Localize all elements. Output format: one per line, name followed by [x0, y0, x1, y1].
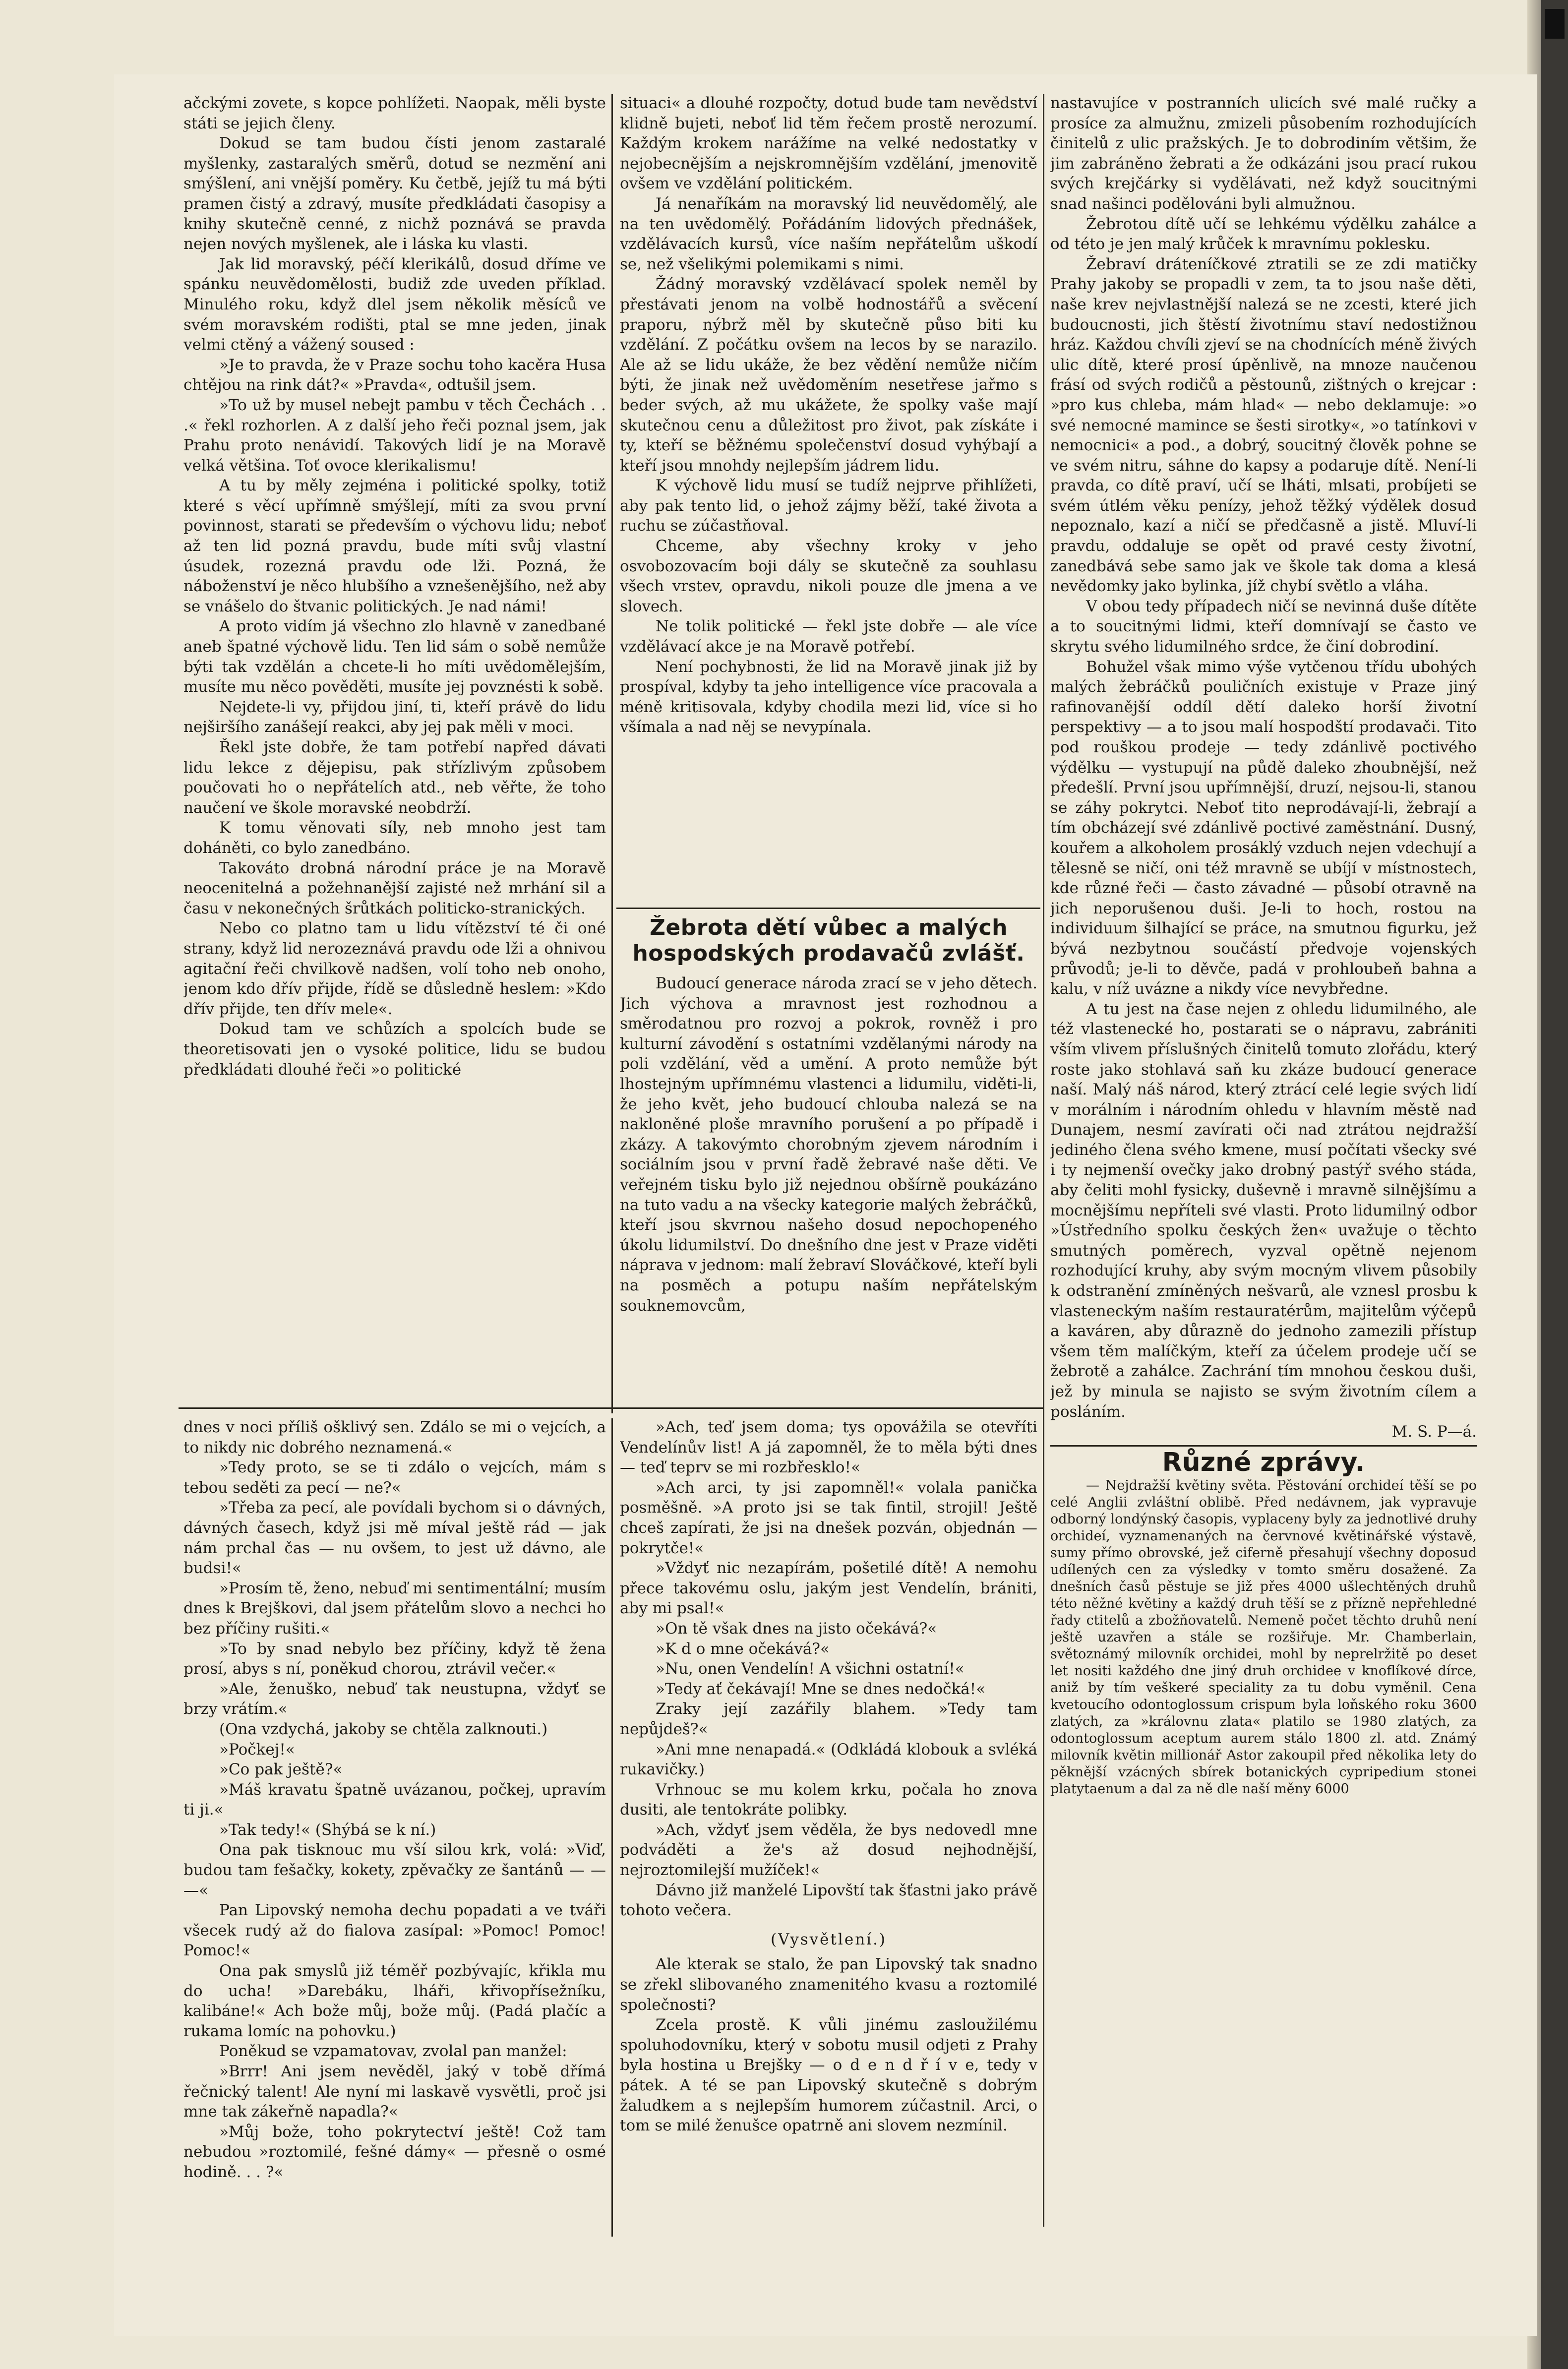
paragraph: Já nenaříkám na moravský lid neuvědomělý, ale na ten uvědomělý. Pořádáním lidových přednášek, vzdělávacích kursů, více naším nepřátelům uškodí se, než všelikými polemikami s nimi.: [620, 194, 1037, 273]
paragraph: »Můj bože, toho pokrytectví ještě! Což tam nebudou »roztomilé, fešné dámy« — přesně o osmé hodině. . . ?«: [183, 2123, 606, 2181]
paragraph: Takováto drobná národní práce je na Moravě neocenitelná a požehnanější zajisté než mrhání sil a času v nekonečných šrůtkách politicko-stranických.: [183, 859, 606, 917]
signature: M. S. P—á.: [1391, 1423, 1477, 1441]
paragraph: Jak lid moravský, péčí klerikálů, dosud dříme ve spánku neuvědomělosti, budiž zde uveden příklad. Minulého roku, když dlel jsem několik měsíců ve svém moravském rodišti, ptal se mne jeden, jinak velmi ctěný a vážený soused :: [183, 255, 606, 354]
paragraph: »Máš kravatu špatně uvázanou, počkej, upravím ti ji.«: [183, 1780, 606, 1819]
paragraph: Dokud se tam budou čísti jenom zastaralé myšlenky, zastaralých směrů, dotud se nezmění ani smýšlení, ani vnější poměry. Ku četbě, jejíž tu má býti pramen čistý a zdravý, musíte předkládati časopisy a knihy skutečně cenné, z nichž poznává se pravda nejen nových myšlenek, ale i láska ku vlasti.: [183, 134, 606, 253]
paragraph: Ona pak tisknouc mu vší silou krk, volá: »Viď, budou tam fešačky, kokety, zpěvačky ze šantánů — — —«: [183, 1841, 606, 1899]
paragraph: »Vždyť nic nezapírám, pošetilé dítě! A nemohu přece takovému oslu, jakým jest Vendelín, brániti, aby mi psal!«: [620, 1559, 1037, 1618]
paragraph: A tu by měly zejména i politické spolky, totiž které s věcí upřímně smýšlejí, míti za svou první povinnost, starati se především o výchovu lidu; neboť až ten lid pozná pravdu, bude míti svůj vlastní úsudek, rozezná pravdu ode lži. Pozná, že náboženství je něco hlubšího a vznešenějšího, než aby se vnášelo do štvanic politických. Je nad námi!: [183, 477, 606, 615]
horizontal-rule: [1050, 1445, 1477, 1447]
paragraph: Poněkud se vzpamatovav, zvolal pan manžel:: [219, 2042, 567, 2061]
paragraph: Bohužel však mimo výše vytčenou třídu ubohých malých žebráčků pouličních existuje v Praze jiný rafinovanější oddíl dětí daleko horší životní perspektivy — a to jsou malí hospodští prodavači. Tito pod rouškou prodeje — tedy zdánlivě poctivého výdělku — vystupují na půdě daleko zhoubnější, než předešlí. První jsou upřímnější, druzí, nejsou-li, stanou se záhy pokrytci. Neboť tito neprodávají-li, žebrají a tím obcházejí své zdánlivě poctivé zaměstnání. Dusný, kouřem a alkoholem prosáklý vzduch nejen vdechují a tělesně se ničí, oni též mravně se ubíjí v místnostech, kde různé řeči — často závadné — působí otravně na jich neporušenou duši. Je-li to hoch, rostou na individuum šilhající se práce, na smutnou figurku, jež bývá nezbytnou součástí předvoje vojenských průvodů; je-li to děvče, padá v prohloubeň bahna a kalu, v níž uvázne a nikdy více nevybředne.: [1050, 658, 1477, 998]
paragraph: Žebraví dráteníčkové ztratili se ze zdi matičky Prahy jakoby se propadli v zem, ta to jsou naše děti, naše krev nejvlastnější nalezá se ne zcesti, které jich budoucnosti, jich štěstí životnímu staví nedostižnou hráz. Každou chvíli zjeví se na chodnících méně živých ulic dítě, které prosí úpěnlivě, na mnoze naučenou frásí od svých rodičů a pěstounů, zištných o krejcar : »pro kus chleba, mám hlad« — nebo deklamuje: »o své nemocné mamince se šesti sirotky«, »o tatínkovi v nemocnici« a pod., a dobrý, soucitný člověk pohne se ve svém nitru, sáhne do kapsy a podaruje dítě. Není-li pravda, co dítě praví, učí se lháti, mlsati, probíjeti se svém útlém věku penízy, jehož těžký výdělek dosud nepoznalo, kazí a ničí se předčasně a jistě. Mluví-li pravdu, oddaluje se opět od pravé cesty životní, zanedbává sebe samo jak ve škole tak doma a klesá nevědomky jako bylinka, jíž chybí světlo a vláha.: [1050, 255, 1477, 596]
paragraph: »Ach, teď jsem doma; tys opovážila se otevříti Vendelínův list! A já zapomněl, že to měla býti dnes — teď teprv se mi rozbřesklo!«: [620, 1418, 1037, 1477]
scan-clip: [1545, 9, 1565, 39]
paragraph: Žebrotou dítě učí se lehkému výdělku zahálce a od této je jen malý krůček k mravnímu poklesku.: [1050, 215, 1477, 253]
paragraph: Budoucí generace národa zrací se v jeho dětech. Jich výchova a mravnost jest rozhodnou a směrodatnou pro rozvoj a pokrok, rovněž i pro kulturní závodění s ostatními vzdělanými národy na poli vzdělání, věd a umění. A proto nemůže být lhostejným upřímnému vlastenci a lidumilu, viděti-li, že jeho květ, jeho budoucí chlouba nalezá se na nakloněné ploše mravního porušení a po případě i zkázy. A takovýmto chorobným zjevem národním i sociálním jsou v první řadě žebravé naše děti. Ve veřejném tisku bylo již nejednou obšírně poukázáno na tuto vadu a na všecky kategorie malých žebráčků, kteří jsou skvrnou našeho dosud nepochopeného úkolu lidumilství. Do dnešního dne jest v Praze viděti náprava v jednom: malí žebraví Slováčkové, kteří byli na posměch a potupu naším nepřátelským souknemovcům,: [620, 974, 1037, 1315]
paragraph: ačckými zovete, s kopce pohlížeti. Naopak, měli byste státi se jejich členy.: [183, 94, 606, 132]
paragraph: Nebo co platno tam u lidu vítězství té či oné strany, když lid nerozeznává pravdu ode lži a ohnivou agitační řeči chvilkově nadšen, volí toho neb onoho, jenom kdo dřív přijde, řídě se důsledně heslem: »Kdo dřív přijde, ten dřív mele«.: [183, 919, 606, 1018]
paragraph: Vrhnouc se mu kolem krku, počala ho znova dusiti, ale tentokráte polibky.: [620, 1780, 1037, 1819]
horizontal-rule: [179, 1407, 1044, 1409]
paragraph: situaci« a dlouhé rozpočty, dotud bude tam nevědství klidně bujeti, neboť lid těm řečem prostě nerozumí. Každým krokem narážíme na velké nedostatky v nejobecnějším a nejskromnějším vzdělání, jmenovitě ovšem ve vzdělání politickém.: [620, 94, 1037, 193]
paragraph: »Je to pravda, že v Praze sochu toho kacěra Husa chtějou na rink dát?« »Pravda«, odtušil jsem.: [183, 356, 606, 394]
column-2-top: [620, 93, 1037, 904]
paragraph: »Ani mne nenapadá.« (Odkládá klobouk a svléká rukavičky.): [620, 1740, 1037, 1779]
paragraph: Ale kterak se stalo, že pan Lipovský tak snadno se zřekl slibovaného znamenitého kvasu a roztomilé společnosti?: [620, 1955, 1037, 2014]
paragraph: Dávno již manželé Lipovští tak šťastni jako právě tohoto večera.: [620, 1881, 1037, 1920]
paragraph: »Prosím tě, ženo, nebuď mi sentimentální; musím dnes k Brejškovi, dal jsem přátelům slovo a nechci ho bez příčiny rušiti.«: [183, 1579, 606, 1638]
paragraph: Zraky její zazářily blahem. »Tedy tam nepůjdeš?«: [620, 1700, 1037, 1738]
news-item: — Nejdražší květiny světa. Pěstování orchideí těší se po celé Anglii zvláštní oblibě. Před nedávnem, jak vypravuje odborný londýnský časopis, vyplaceny byly za jednotlivé druhy orchideí, vyznamenaných na červnové květinářské výstavě, sumy přímo obrovské, jež ciferně přesahují všechny doposud udílených cen za výsledky v tomto směru dosažené. Za dnešních časů pěstuje se již přes 4000 ušlechtěných druhů této něžné květiny a každý druh těší se z přízně nepřehledné řady ctitelů a zbožňovatelů. Nemeně počet těchto druhů není ještě uzavřen a stále se rozšiřuje. Mr. Chamberlain, světoznámý milovník orchidei, mohl by neprelržitě po deset let nositi každého dne jiný druh orchidee v knoflíkové dírce, aniž by tím veškeré speciality za tu dobu vyměnil. Cena kvetoucího odontoglossum crispum byla loňského roku 3600 zlatých, za »královnu zlata« platilo se 1980 zlatých, za odontoglossum aceptum aurem stálo 1800 zl. atd. Známý milovník květin millionář Astor zakoupil před několika lety do pěknější vzácných sbírek botanických cypripedium stonei platytaenum a dal za ně dle naší měny 6000: [1050, 1478, 1477, 1797]
paragraph: Ona pak smyslů již téměř pozbývajíc, křikla mu do ucha! »Darebáku, lháři, křivopřísežníku, kalibáne!« Ach bože můj, bože můj. (Padá plačíc a rukama lomíc na pohovku.): [183, 1962, 606, 2040]
paragraph: »Tedy proto, se se ti zdálo o vejcích, mám s tebou seděti za pecí — ne?«: [183, 1458, 606, 1497]
paragraph: V obou tedy případech ničí se nevinná duše dítěte a to soucitnými lidmi, kteří domnívají se často ve skrytu svého lidumilného srdce, že činí dobrodiní.: [1050, 597, 1477, 656]
paragraph: »Ale, ženuško, nebuď tak neustupna, vždyť se brzy vrátím.«: [183, 1680, 606, 1718]
paragraph: »Brrr! Ani jsem nevěděl, jaký v tobě dřímá řečnický talent! Ale nyní mi laskavě vysvětli, proč jsi mne tak zákeřně napadla?«: [183, 2063, 606, 2121]
column-2-bottom: [620, 1417, 1037, 2226]
column-rule: [611, 1418, 613, 2237]
paragraph: A proto vidím já všechno zlo hlavně v zanedbané aneb špatné výchově lidu. Ten lid sám o sobě nemůže býti tak vzdělán a chcete-li ho míti uvědomělejším, musíte mu něco pověděti, musíte jej povznésti k sobě.: [183, 617, 606, 696]
scan-edge: [1541, 0, 1568, 2369]
paragraph: Dokud tam ve schůzích a spolcích bude se theoretisovati jen o vysoké politice, lidu se budou předkládati dlouhé řeči »o politické: [183, 1020, 606, 1079]
section-heading: Různé zprávy.: [1162, 1447, 1365, 1477]
paragraph: Zcela prostě. K vůli jinému zasloužilému spoluhodovníku, který v sobotu musil odjeti z Prahy byla hostina u Brejšky — o d e n d ř í v e, tedy v pátek. A té se pan Lipovský skutečně s dobrým žaludkem a s nejlepším humorem zúčastnil. Arci, o tom se milé ženušce opatrně ani slovem nezmínil.: [620, 2016, 1037, 2135]
column-3: [1050, 93, 1477, 2226]
paragraph: »To by snad nebylo bez příčiny, když tě žena prosí, abys s ní, poněkud chorou, ztrávil večer.«: [183, 1640, 606, 1678]
horizontal-rule: [616, 908, 1040, 909]
paragraph: Nejdete-li vy, přijdou jiní, ti, kteří právě do lidu nejširšího zanášejí reakci, aby jej pak měli v moci.: [183, 698, 606, 736]
paragraph: »To už by musel nebejt pambu v těch Čechách . . .« řekl rozhorlen. A z další jeho řeči poznal jsem, jak Prahu proto nenávidí. Takových lidí je na Moravě velká většina. Toť ovoce klerikalismu!: [183, 396, 606, 475]
paragraph: Ne tolik politické — řekl jste dobře — ale více vzdělávací akce je na Moravě potřebí.: [620, 617, 1037, 656]
paragraph: »Tedy ať čekávají! Mne se dnes nedočká!«: [656, 1680, 986, 1698]
paragraph: »Tak tedy!« (Shýbá se k ní.): [219, 1821, 436, 1839]
paragraph: »Ach arci, ty jsi zapomněl!« volala panička posměšně. »A proto jsi se tak fintil, strojil! Ještě chceš zapírati, že jsi na dnešek pozván, objednán — pokrytče!«: [620, 1478, 1037, 1557]
paragraph: K tomu věnovati síly, neb mnoho jest tam doháněti, co bylo zanedbáno.: [183, 819, 606, 857]
paragraph: »K d o mne očekává?«: [656, 1640, 830, 1658]
article-headline: Žebrota dětí vůbec a malých hospodských prodavačů zvlášť.: [632, 915, 1025, 966]
paragraph: »Počkej!«: [219, 1740, 295, 1759]
paragraph: »On tě však dnes na jisto očekává?«: [656, 1619, 937, 1638]
column-1-top: [183, 93, 606, 1405]
paragraph: Pan Lipovský nemoha dechu popadati a ve tváři všecek rudý až do fialova zasípal: »Pomoc! Pomoc! Pomoc!«: [183, 1901, 606, 1960]
column-rule: [611, 94, 613, 1413]
article-zebrota: [620, 915, 1037, 1403]
paragraph: Chceme, aby všechny kroky v jeho osvobozovacím boji dály se skutečně za souhlasu všech vrstev, opravdu, nikoli pouze dle jmena a ve slovech.: [620, 537, 1037, 615]
paragraph: »Nu, onen Vendelín! A všichni ostatní!«: [656, 1660, 965, 1678]
paragraph: »Co pak ještě?«: [219, 1761, 343, 1779]
section-subheading: (Vysvětlení.): [770, 1930, 887, 1948]
paragraph: (Ona vzdychá, jakoby se chtěla zalknouti.): [219, 1720, 548, 1738]
paragraph: »Třeba za pecí, ale povídali bychom si o dávných, dávných časech, když jsi mě míval ještě rád — jak nám prchal čas — nu ovšem, to jest už dávno, ale budsi!«: [183, 1499, 606, 1578]
paragraph: »Ach, vždyť jsem věděla, že bys nedovedl mne podváděti a že's až dosud nejhodnější, nejroztomilejší mužíček!«: [620, 1821, 1037, 1880]
paragraph: K výchově lidu musí se tudíž nejprve přihlížeti, aby pak tento lid, o jehož zájmy běží, také života a ruchu se zúčastňoval.: [620, 477, 1037, 535]
paragraph: A tu jest na čase nejen z ohledu lidumilného, ale též vlastenecké ho, postarati se o nápravu, zabrániti vším vlivem příslušných činitelů tomuto zlořádu, který roste jako stohlavá saň ku zkáze budoucí generace naší. Malý náš národ, který ztrácí celé legie svých lidí v morálním i národním ohledu v hlavním městě nad Dunajem, nesmí zavírati oči nad ztrátou nejdražší jediného člena svého kmene, musí počítati všecky své i ty nejmenší ovečky jako drobný pastýř svého stáda, aby čeliti mohl fysicky, duševně i mravně silnějšímu a mocnějšímu nepříteli své vlasti. Proto lidumilný odbor »Ústředního spolku českých žen« uvažuje o těchto smutných poměrech, vyzval opětně nejenom rozhodující kruhy, aby svým mocným vlivem působily k odstranění zmíněných nešvarů, ale vznesl prosbu k vlasteneckým naším restauratérům, majitelům výčepů a kaváren, aby důrazně do jednoho zamezili přístup všem těm malíčkým, kteří za účelem prodeje učí se žebrotě a zahálce. Zachrání tím mnohou českou duši, jež by minula se najisto se svým životním cílem a posláním.: [1050, 1000, 1477, 1421]
paragraph: Žádný moravský vzdělávací spolek neměl by přestávati jenom na volbě hodnostářů a svěcení praporu, nýbrž měl by skutečně půso biti ku vzdělání. Z počátku ovšem na lecos by se narazilo. Ale až se lidu ukáže, že bez vědění nemůže ničím býti, že jinak než uvědoměním nesetřese jařmo s beder svých, až mu ukážete, že spolky vaše mají skutečnou cenu a důležitost pro život, pak získáte i ty, kteří se běžnému společenství dosud vyhýbají a kteří jsou mnohdy nejlepším jádrem lidu.: [620, 275, 1037, 475]
column-1-bottom: [183, 1417, 606, 2226]
paragraph: Řekl jste dobře, že tam potřebí napřed dávati lidu lekce z dějepisu, pak střízlivým způsobem poučovati ho o nepřátelích atd., neb věřte, že toho naučení ve škole moravské neobdrží.: [183, 738, 606, 817]
paragraph: Není pochybnosti, že lid na Moravě jinak již by prospíval, kdyby ta jeho intelligence více pracovala a méně kritisovala, kdyby chodila mezi lid, více si ho všímala a nad něj se nevypínala.: [620, 658, 1037, 736]
paragraph: dnes v noci příliš ošklivý sen. Zdálo se mi o vejcích, a to nikdy nic dobrého neznamená.«: [183, 1418, 606, 1457]
paragraph: nastavujíce v postranních ulicích své malé ručky a prosíce za almužnu, zmizeli působením rozhodujících činitelů z ulic pražských. Je to dobrodiním většim, že jim zabráněno žebrati a že odkázáni jsou prací rukou svých krejčárky si vydělávati, než když soucitnými snad našinci podělováni byli almužnou.: [1050, 94, 1477, 213]
column-rule: [1043, 94, 1044, 2227]
